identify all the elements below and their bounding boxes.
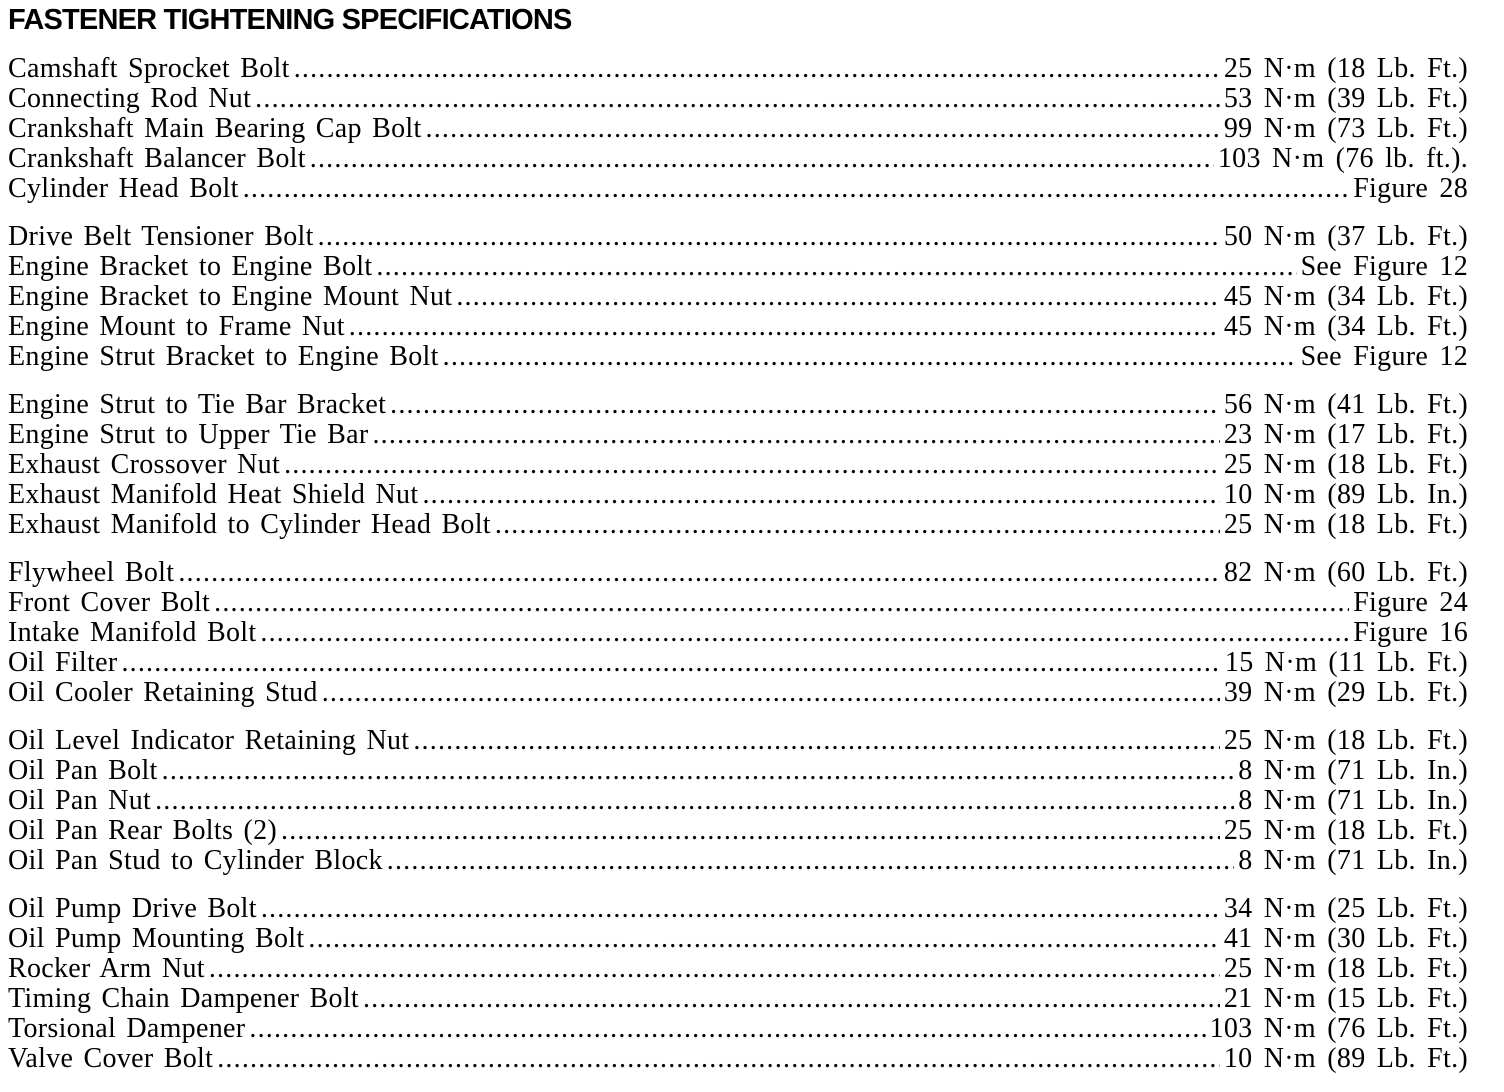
spec-row [8,312,1468,342]
torque-value: 25 N·m (18 Lb. Ft.) [1223,816,1468,846]
spec-row [8,54,1468,84]
torque-value: 25 N·m (18 Lb. Ft.) [1223,54,1468,84]
dot-leader [209,954,1220,984]
spec-row [8,846,1468,876]
torque-value: 34 N·m (25 Lb. Ft.) [1223,894,1468,924]
spec-row [8,390,1468,420]
spec-row [8,786,1468,816]
spec-table [8,54,1468,1092]
dot-leader [390,390,1220,420]
page-title: FASTENER TIGHTENING SPECIFICATIONS [8,4,572,36]
spec-group [8,222,1468,372]
dot-leader [426,114,1220,144]
torque-value: 103 N·m (76 Lb. Ft.) [1209,1014,1468,1044]
dot-leader [121,648,1220,678]
spec-row [8,510,1468,540]
dot-leader [422,480,1219,510]
fastener-name: Engine Mount to Frame Nut [8,312,345,342]
fastener-name: Engine Bracket to Engine Mount Nut [8,282,453,312]
spec-row [8,174,1468,204]
torque-value: 99 N·m (73 Lb. Ft.) [1223,114,1468,144]
spec-row [8,756,1468,786]
dot-leader [162,756,1235,786]
spec-row [8,480,1468,510]
fastener-name: Timing Chain Dampener Bolt [8,984,359,1014]
spec-row [8,816,1468,846]
dot-leader [456,282,1220,312]
torque-value: 41 N·m (30 Lb. Ft.) [1223,924,1468,954]
spec-row [8,282,1468,312]
spec-row [8,924,1468,954]
fastener-name: Front Cover Bolt [8,588,211,618]
torque-value: 25 N·m (18 Lb. Ft.) [1223,450,1468,480]
spec-row [8,726,1468,756]
dot-leader [308,924,1219,954]
fastener-name: Oil Pan Nut [8,786,152,816]
spec-row [8,648,1468,678]
fastener-name: Crankshaft Balancer Bolt [8,144,306,174]
fastener-name: Oil Pan Stud to Cylinder Block [8,846,383,876]
torque-value: 23 N·m (17 Lb. Ft.) [1223,420,1468,450]
dot-leader [294,54,1220,84]
fastener-name: Oil Pump Mounting Bolt [8,924,305,954]
spec-row [8,114,1468,144]
torque-value: 56 N·m (41 Lb. Ft.) [1223,390,1468,420]
dot-leader [310,144,1214,174]
dot-leader [413,726,1220,756]
fastener-name: Exhaust Crossover Nut [8,450,281,480]
dot-leader [376,252,1296,282]
spec-group [8,54,1468,204]
spec-group [8,894,1468,1074]
torque-value: Figure 16 [1353,618,1468,648]
torque-value: 8 N·m (71 Lb. In.) [1238,846,1468,876]
spec-row [8,558,1468,588]
torque-value: 25 N·m (18 Lb. Ft.) [1223,510,1468,540]
torque-value: 103 N·m (76 lb. ft.). [1217,144,1468,174]
spec-row [8,678,1468,708]
dot-leader [249,1014,1205,1044]
spec-row [8,1014,1468,1044]
dot-leader [443,342,1297,372]
fastener-name: Flywheel Bolt [8,558,175,588]
torque-value: 15 N·m (11 Lb. Ft.) [1224,648,1468,678]
torque-value: 10 N·m (89 Lb. Ft.) [1223,1044,1468,1074]
fastener-name: Exhaust Manifold to Cylinder Head Bolt [8,510,491,540]
spec-row [8,450,1468,480]
spec-row [8,342,1468,372]
spec-row [8,222,1468,252]
torque-value: 45 N·m (34 Lb. Ft.) [1223,282,1468,312]
spec-row [8,252,1468,282]
fastener-name: Oil Filter [8,648,118,678]
dot-leader [261,894,1220,924]
dot-leader [178,558,1220,588]
fastener-name: Rocker Arm Nut [8,954,205,984]
dot-leader [387,846,1234,876]
fastener-name: Camshaft Sprocket Bolt [8,54,290,84]
spec-group [8,390,1468,540]
spec-group [8,558,1468,708]
fastener-name: Engine Strut to Tie Bar Bracket [8,390,387,420]
torque-value: 21 N·m (15 Lb. Ft.) [1223,984,1468,1014]
torque-value: See Figure 12 [1300,342,1468,372]
fastener-name: Intake Manifold Bolt [8,618,257,648]
fastener-name: Engine Strut to Upper Tie Bar [8,420,369,450]
fastener-name: Cylinder Head Bolt [8,174,239,204]
spec-row [8,420,1468,450]
dot-leader [495,510,1220,540]
torque-value: Figure 24 [1353,588,1468,618]
torque-value: 10 N·m (89 Lb. In.) [1223,480,1468,510]
dot-leader [243,174,1349,204]
spec-row [8,894,1468,924]
torque-value: 53 N·m (39 Lb. Ft.) [1223,84,1468,114]
dot-leader [155,786,1234,816]
dot-leader [214,588,1349,618]
dot-leader [322,678,1220,708]
fastener-name: Oil Pan Rear Bolts (2) [8,816,278,846]
fastener-name: Exhaust Manifold Heat Shield Nut [8,480,419,510]
torque-value: Figure 28 [1353,174,1468,204]
fastener-name: Engine Bracket to Engine Bolt [8,252,373,282]
spec-row [8,84,1468,114]
fastener-name: Drive Belt Tensioner Bolt [8,222,314,252]
spec-row [8,954,1468,984]
dot-leader [284,450,1220,480]
spec-row [8,588,1468,618]
spec-row [8,1044,1468,1074]
fastener-name: Valve Cover Bolt [8,1044,214,1074]
fastener-name: Oil Cooler Retaining Stud [8,678,318,708]
fastener-name: Connecting Rod Nut [8,84,252,114]
spec-row [8,984,1468,1014]
dot-leader [318,222,1220,252]
dot-leader [349,312,1220,342]
spec-row [8,144,1468,174]
spec-row [8,618,1468,648]
torque-value: 82 N·m (60 Lb. Ft.) [1223,558,1468,588]
dot-leader [260,618,1349,648]
fastener-name: Engine Strut Bracket to Engine Bolt [8,342,439,372]
dot-leader [372,420,1219,450]
torque-value: 39 N·m (29 Lb. Ft.) [1223,678,1468,708]
dot-leader [217,1044,1220,1074]
dot-leader [363,984,1220,1014]
torque-value: 25 N·m (18 Lb. Ft.) [1223,726,1468,756]
torque-value: See Figure 12 [1300,252,1468,282]
torque-value: 50 N·m (37 Lb. Ft.) [1223,222,1468,252]
dot-leader [255,84,1220,114]
fastener-name: Crankshaft Main Bearing Cap Bolt [8,114,422,144]
torque-value: 45 N·m (34 Lb. Ft.) [1223,312,1468,342]
dot-leader [281,816,1220,846]
fastener-name: Oil Pump Drive Bolt [8,894,257,924]
torque-value: 8 N·m (71 Lb. In.) [1238,786,1468,816]
fastener-name: Torsional Dampener [8,1014,246,1044]
torque-value: 8 N·m (71 Lb. In.) [1238,756,1468,786]
spec-group [8,726,1468,876]
fastener-name: Oil Level Indicator Retaining Nut [8,726,410,756]
fastener-name: Oil Pan Bolt [8,756,158,786]
torque-value: 25 N·m (18 Lb. Ft.) [1223,954,1468,984]
